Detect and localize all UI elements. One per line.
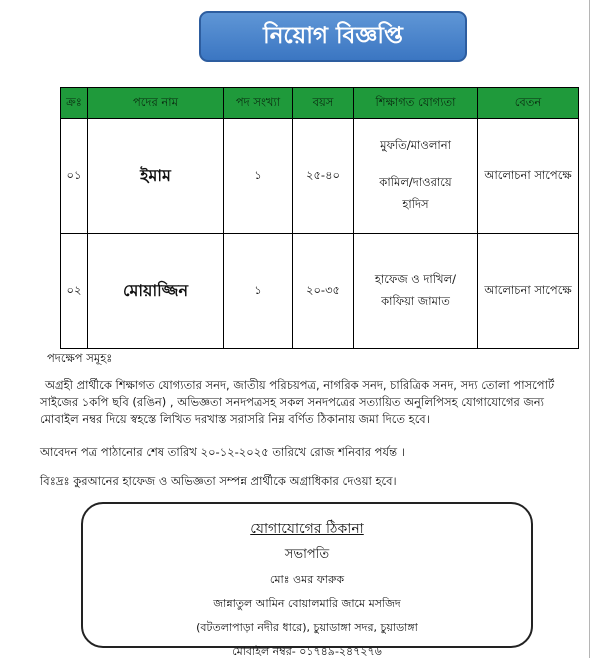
page-border-right: [589, 0, 590, 658]
serial-cell: ০২: [61, 234, 88, 349]
qualification-line: হাদিস: [402, 197, 429, 211]
age-cell: ২৫-৪০: [293, 119, 354, 234]
priority-note: বিঃদ্রঃ কুরআনের হাফেজ ও অভিজ্ঞতা সম্পন্ন প্রার্থীকে অগ্রাধিকার দেওয়া হবে।: [40, 474, 397, 488]
qualification-cell: [354, 234, 478, 349]
contact-address: (বটতলাপাড়া নদীর ধারে), চুয়াডাঙ্গা সদর, চুয়াডাঙ্গা: [196, 621, 418, 634]
notice-title: নিয়োগ বিজ্ঞপ্তি: [199, 11, 467, 62]
col-age: বয়স: [293, 88, 354, 119]
post-name-cell: ইমাম: [88, 119, 224, 234]
vacancy-table: [60, 87, 579, 349]
deadline-notice: আবেদন পত্র পাঠানোর শেষ তারিখ ২০-১২-২০২৫ তারিখে রোজ শনিবার পর্যন্ত ।: [40, 445, 405, 459]
col-salary: বেতন: [478, 88, 579, 119]
salary-cell: আলোচনা সাপেক্ষে: [478, 119, 579, 234]
col-serial: ক্রঃ: [61, 88, 88, 119]
post-name-cell: মোয়াজ্জিন: [88, 234, 224, 349]
col-post-count: পদ সংখ্যা: [224, 88, 293, 119]
application-instructions: অগ্রহী প্রার্থীকে শিক্ষাগত যোগ্যতার সনদ, জাতীয় পরিচয়পত্র, নাগরিক সনদ, চারিত্রিক সনদ, সদ্য তোলা পাসপোর্ট সাইজের ১কপি ছবি (রঙিন) , অভিজ্ঞতা সনদপত্রসহ সকল সনদপত্রের সত্যায়িত অনুলিপিসহ যোগাযোগের জন্য মোবাইল নম্বর দিয়ে স্বহস্তে লিখিত দরখাস্ত সরাসরি নিম্ন বর্ণিত ঠিকানায় জমা দিতে হবে।: [40, 378, 555, 426]
table-header-row: [61, 88, 579, 119]
qualification-line: মুফতি/মাওলানা: [380, 138, 451, 152]
post-count-cell: ১: [224, 119, 293, 234]
serial-cell: ০১: [61, 119, 88, 234]
contact-title: যোগাযোগের ঠিকানা: [250, 521, 364, 537]
salary-cell: আলোচনা সাপেক্ষে: [478, 234, 579, 349]
contact-box: [81, 502, 533, 658]
post-count-cell: ১: [224, 234, 293, 349]
col-post-name: পদের নাম: [88, 88, 224, 119]
table-row: [61, 119, 579, 234]
qualification-line: কামিল/দাওরায়ে: [379, 175, 452, 189]
col-qualification: শিক্ষাগত যোগ্যতা: [354, 88, 478, 119]
contact-role: সভাপতি: [284, 547, 330, 562]
steps-label: পদক্ষেপ সমূহঃ: [47, 351, 113, 365]
contact-name: মোঃ ওমর ফারুক: [269, 573, 345, 586]
qualification-line: কাফিয়া জামাত: [381, 293, 450, 308]
age-cell: ২০-৩৫: [293, 234, 354, 349]
qualification-line: হাফেজ ও দাখিল/: [374, 271, 457, 286]
table-row: [61, 234, 579, 349]
qualification-cell: [354, 119, 478, 234]
contact-mosque: জান্নাতুল আমিন বোয়ালমারি জামে মসজিদ: [213, 597, 401, 610]
contact-phone: মোবাইল নম্বর- ০১৭৪৯-২৪৭২৭৬: [232, 645, 382, 658]
